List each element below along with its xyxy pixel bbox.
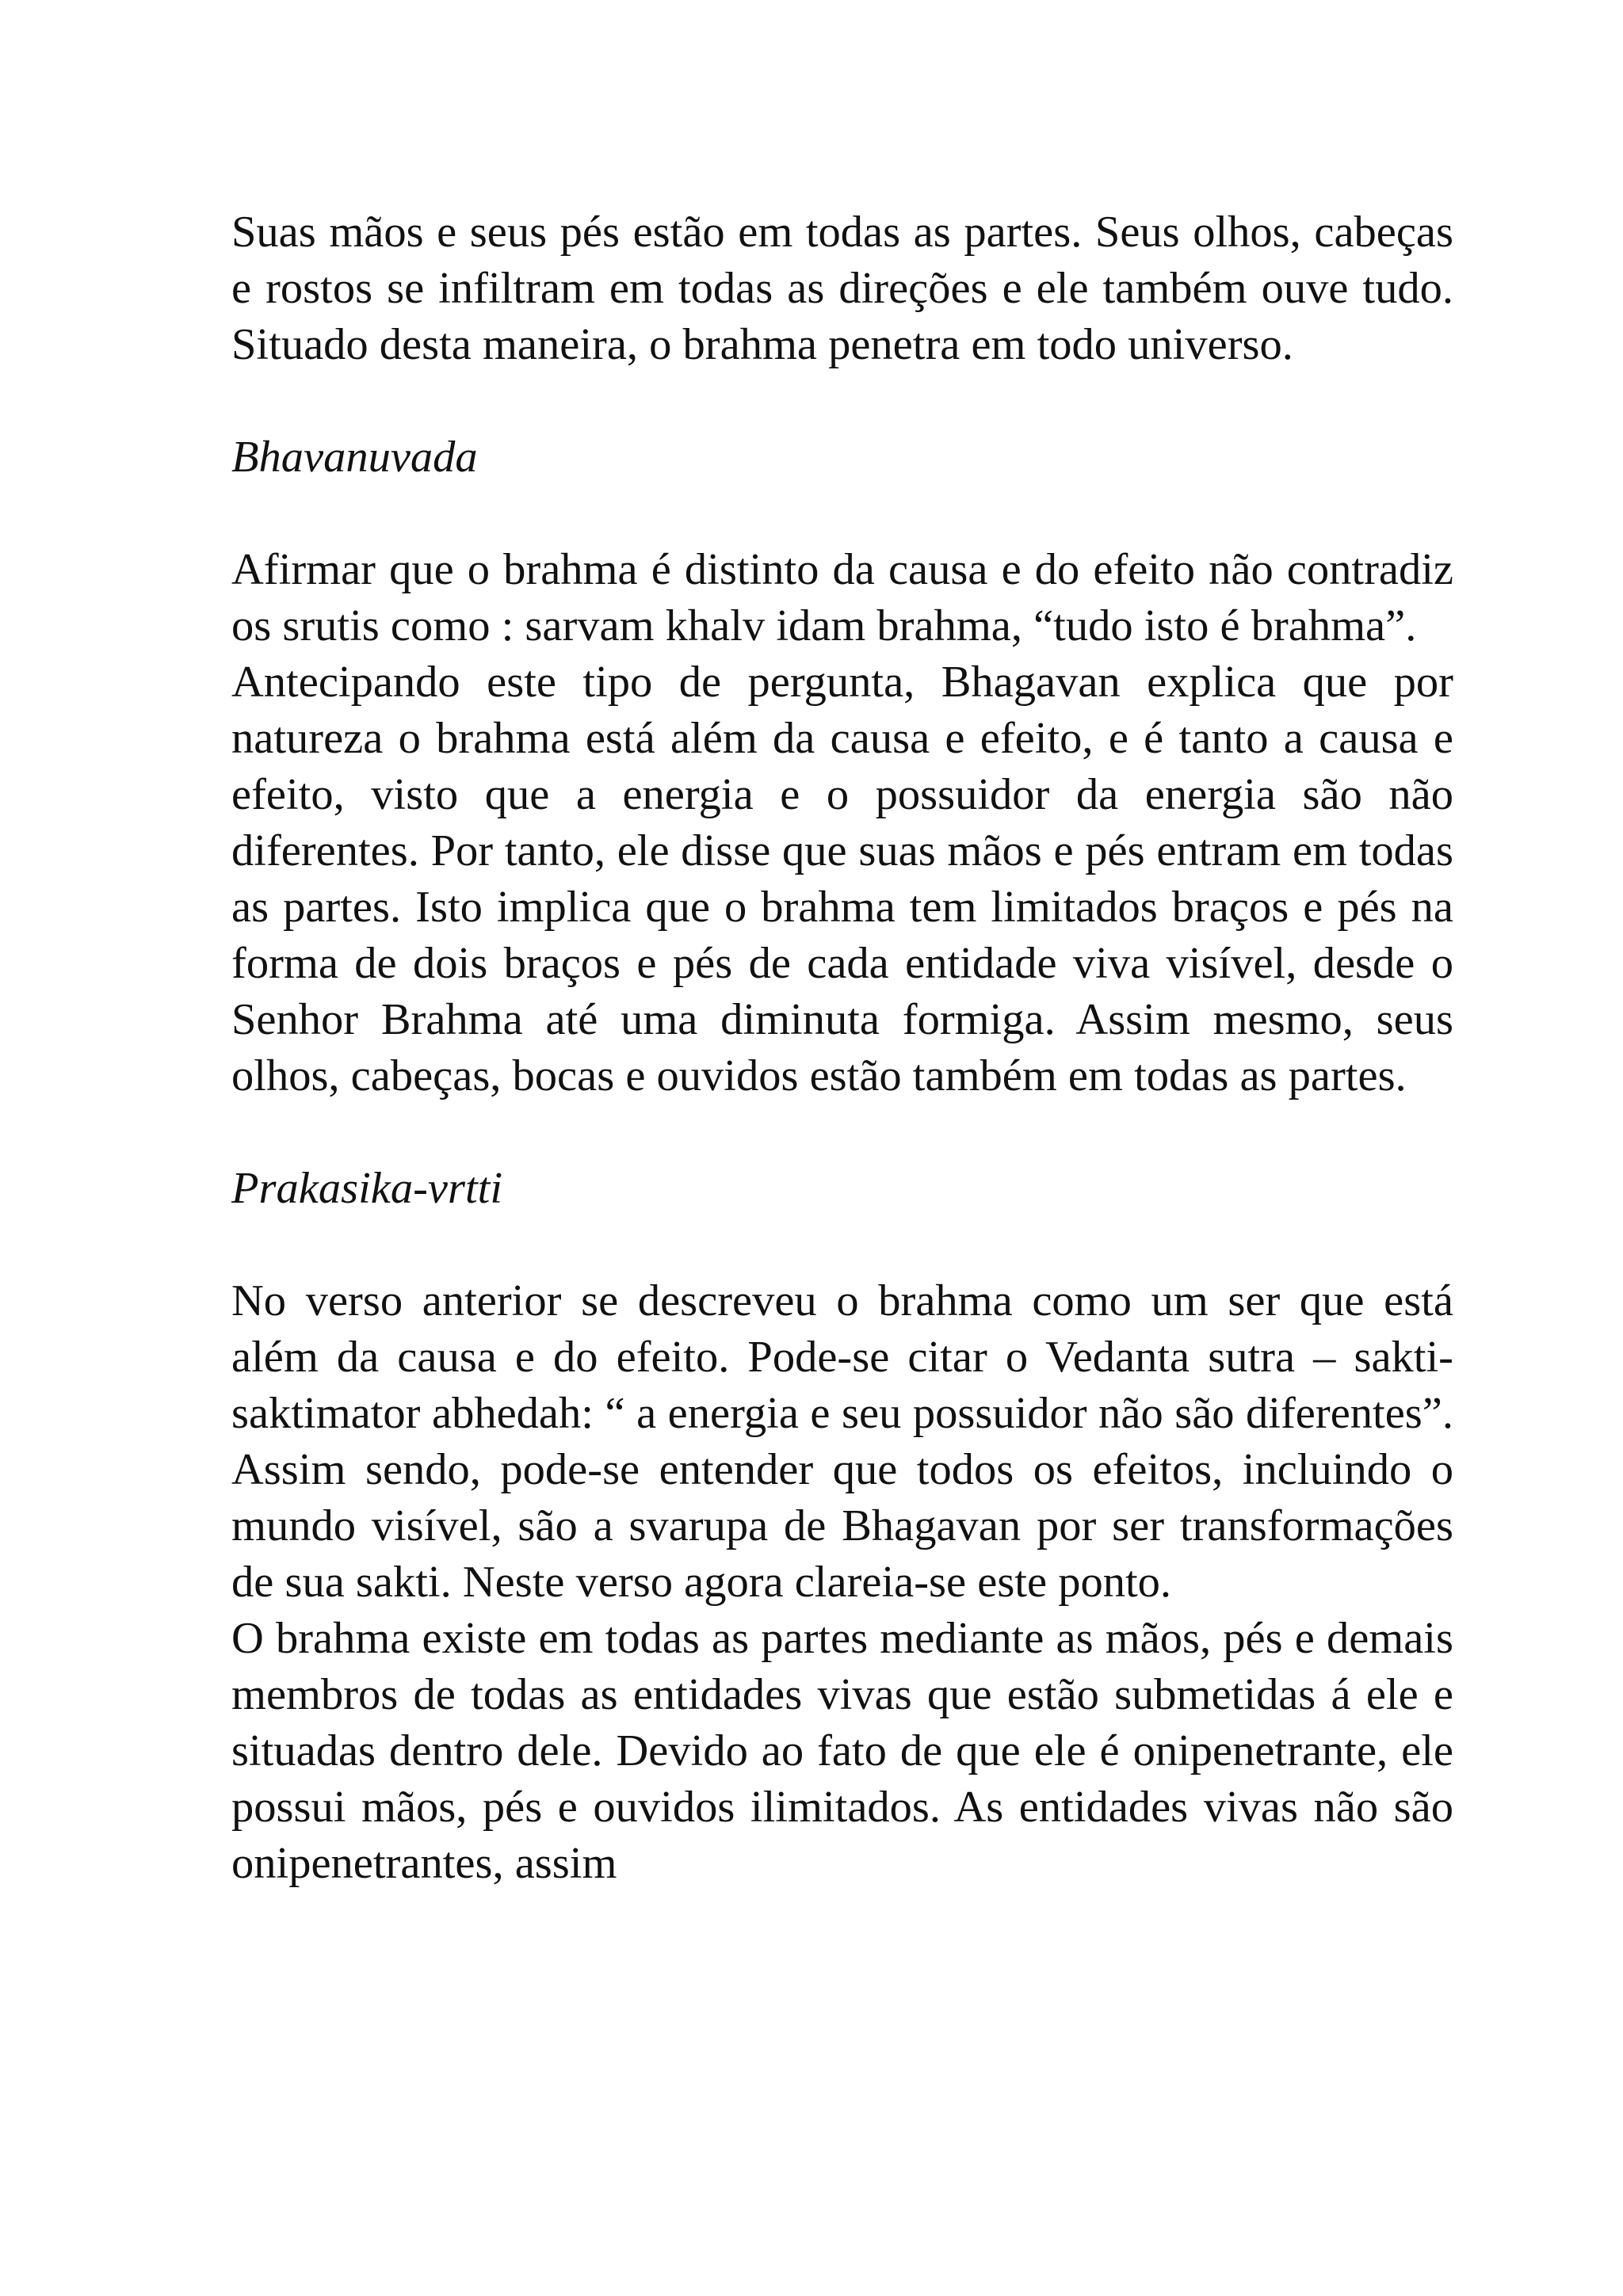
paragraph-spacer <box>231 486 1453 542</box>
paragraph-verse-translation: Suas mãos e seus pés estão em todas as partes. Seus olhos, cabeças e rostos se infiltram em todas as direções e ele também ouve tudo. Situado desta maneira, o brahma penetra em todo universo. <box>231 208 1453 369</box>
paragraph-bhavanuvada-1: Afirmar que o brahma é distinto da causa e do efeito não contradiz os srutis como : sarvam khalv idam brahma, “tudo isto é brahma”. <box>231 545 1453 650</box>
paragraph-spacer <box>231 1104 1453 1161</box>
section-heading-prakasika-vrtti: Prakasika-vrtti <box>231 1164 503 1213</box>
paragraph-bhavanuvada-2: Antecipando este tipo de pergunta, Bhagavan explica que por natureza o brahma está além da causa e efeito, e é tanto a causa e efeito, visto que a energia e o possuidor da energia são não diferentes. Por tanto, ele disse que suas mãos e pés entram em todas as partes. Isto implica que o brahma tem limitados braços e pés na forma de dois braços e pés de cada entidade viva visível, desde o Senhor Brahma até uma diminuta formiga. Assim mesmo, seus olhos, cabeças, bocas e ouvidos estão também em todas as partes. <box>231 658 1453 1100</box>
section-heading-bhavanuvada: Bhavanuvada <box>231 433 478 482</box>
paragraph-prakasika-2: O brahma existe em todas as partes mediante as mãos, pés e demais membros de todas as entidades vivas que estão submetidas á ele e situadas dentro dele. Devido ao fato de que ele é onipenetrante, ele possui mãos, pés e ouvidos ilimitados. As entidades vivas não são onipenetrantes, assim <box>231 1614 1453 1888</box>
document-page <box>231 204 1453 1892</box>
paragraph-spacer <box>231 1217 1453 1273</box>
paragraph-prakasika-1: No verso anterior se descreveu o brahma como um ser que está além da causa e do efeito. Pode-se citar o Vedanta sutra – sakti-saktimator abhedah: “ a energia e seu possuidor não são diferentes”. Assim sendo, pode-se entender que todos os efeitos, incluindo o mundo visível, são a svarupa de Bhagavan por ser transformações de sua sakti. Neste verso agora clareia-se este ponto. <box>231 1276 1453 1607</box>
paragraph-spacer <box>231 373 1453 429</box>
